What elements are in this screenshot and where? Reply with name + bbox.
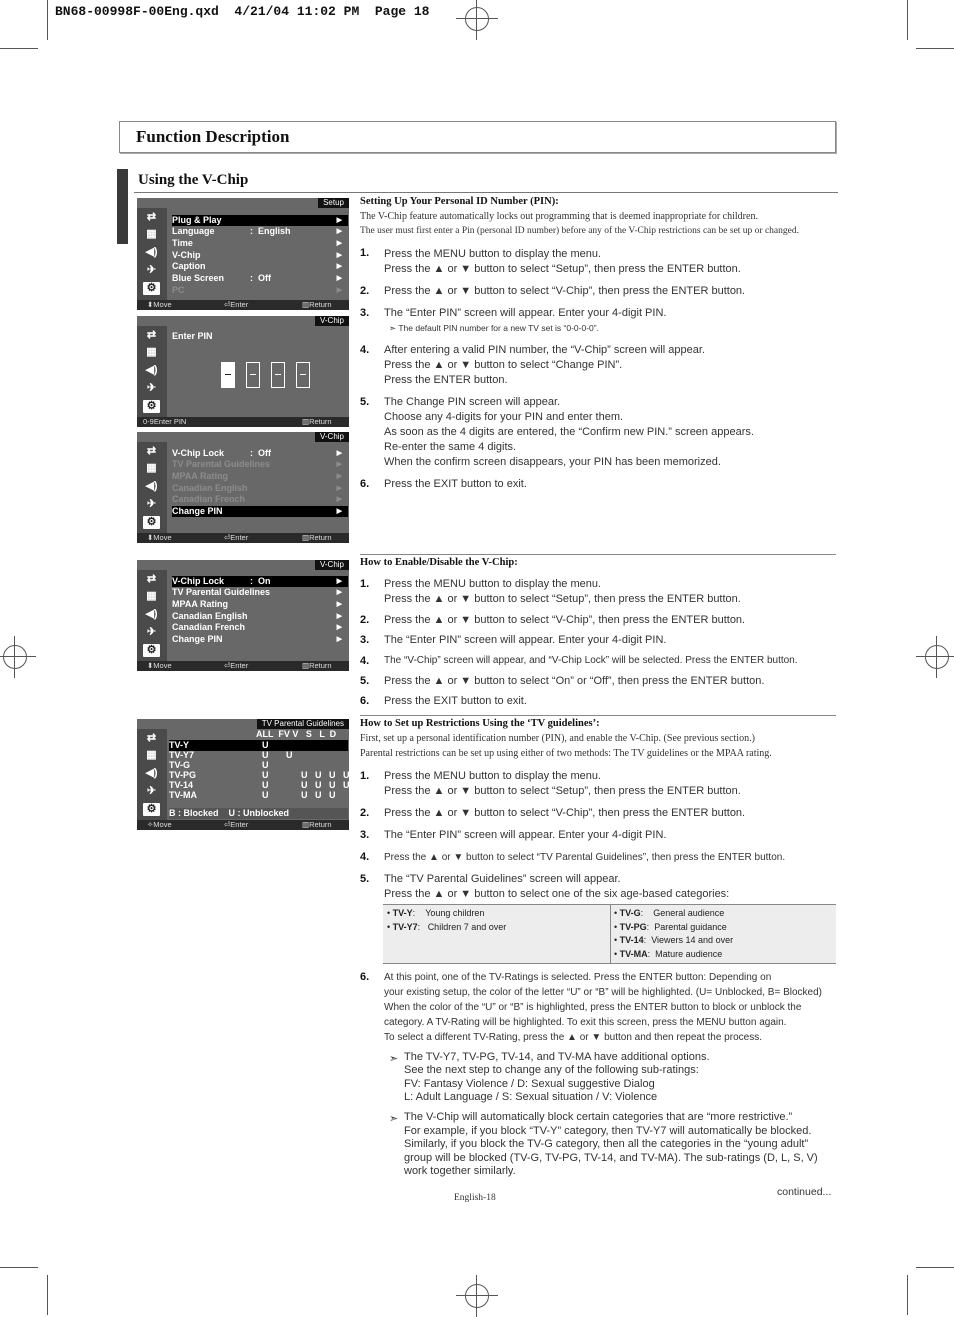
pin-digit-box[interactable] [221, 362, 235, 388]
step-text: Choose any 4-digits for your PIN and enter them. [384, 411, 624, 423]
osd-footer: ⬍ Move ⏎ Enter ▥ Return [137, 661, 349, 671]
input-icon: ⇄ [146, 573, 157, 585]
step-number: 1. [360, 770, 370, 782]
sound-icon: ◀) [145, 480, 158, 492]
step-number: 6. [360, 695, 370, 707]
step-number: 3. [360, 634, 370, 646]
note-text: The V-Chip will automatically block certain categories that are “more restrictive.” [404, 1111, 793, 1123]
crop-mark [0, 1267, 38, 1268]
rating-row[interactable]: TV-G U [169, 760, 269, 770]
note-text: ➣ The default PIN number for a new TV set is “0-0-0-0”. [389, 323, 599, 333]
step-text: The “V-Chip” screen will appear, and “V-Chip Lock” will be selected. Press the ENTER button. [384, 655, 798, 666]
menu-row[interactable]: Plug & Play ▶ [172, 215, 348, 226]
menu-row[interactable]: TV Parental Guidelines ▶ [172, 459, 342, 469]
rating-row[interactable]: TV-MA U U U U [169, 790, 336, 800]
step-text: The “Enter PIN” screen will appear. Enter your 4-digit PIN. [384, 307, 667, 319]
osd-vchip-on-screen [137, 560, 349, 671]
continued-label: continued... [777, 1186, 832, 1198]
note-arrow-icon: ➣ [389, 1113, 399, 1125]
step-text: When the confirm screen disappears, your PIN has been memorized. [384, 456, 721, 468]
crop-mark [47, 1275, 48, 1315]
setup-icon: ⚙ [143, 400, 160, 413]
pin-heading: Setting Up Your Personal ID Number (PIN): [360, 196, 559, 207]
step-text: Press the ▲ or ▼ button to select “Setup”, then press the ENTER button. [384, 593, 741, 605]
step-number: 5. [360, 873, 370, 885]
rating-row[interactable]: TV-Y7 U U [169, 750, 293, 760]
step-text: To select a different TV-Rating, press the ▲ or ▼ button and then repeat the process. [384, 1032, 762, 1043]
osd-tag: V-Chip [315, 316, 349, 326]
step-text: Re-enter the same 4 digits. [384, 441, 517, 453]
enter-pin-label: Enter PIN [172, 331, 213, 341]
picture-icon: ▦ [146, 749, 157, 761]
osd-icon-column [137, 442, 167, 533]
note-arrow-icon: ➣ [389, 1053, 399, 1065]
picture-icon: ▦ [146, 590, 157, 602]
step-number: 5. [360, 396, 370, 408]
step-number: 4. [360, 851, 370, 863]
step-text: Press the ENTER button. [384, 374, 508, 386]
picture-icon: ▦ [146, 462, 157, 474]
menu-row[interactable]: Canadian French ▶ [172, 494, 342, 504]
step-number: 4. [360, 344, 370, 356]
restrict-intro: First, set up a personal identification number (PIN), and enable the V-Chip. (See previous section.) [360, 733, 755, 744]
section-rule [134, 192, 838, 193]
step-text: When the color of the “U” or “B” is highlighted, press the ENTER button to block or unblock the [384, 1002, 802, 1013]
menu-row[interactable]: Change PIN ▶ [172, 634, 342, 644]
restrict-heading: How to Set up Restrictions Using the ‘TV guidelines’: [360, 718, 600, 729]
menu-row[interactable]: MPAA Rating ▶ [172, 471, 342, 481]
menu-row[interactable]: V-Chip Lock : On ▶ [172, 576, 348, 587]
osd-footer: 0-9Enter PIN ▥ Return [137, 417, 349, 427]
step-text: Press the EXIT button to exit. [384, 478, 527, 490]
step-text: Press the ▲ or ▼ button to select one of the six age-based categories: [384, 888, 730, 900]
rating-row[interactable]: TV-14 U U U U U [169, 780, 350, 790]
osd-footer: ⬍ Move ⏎ Enter ▥ Return [137, 533, 349, 543]
step-text: Press the EXIT button to exit. [384, 695, 527, 707]
osd-tag: Setup [318, 198, 349, 208]
menu-row[interactable]: Canadian French ▶ [172, 622, 342, 632]
step-number: 1. [360, 247, 370, 259]
osd-icon-column [137, 729, 167, 820]
osd-icon-column [137, 326, 167, 417]
step-text: your existing setup, the color of the letter “U” or “B” will be highlighted. (U= Unblocked, B= Blocked) [384, 987, 822, 998]
pin-digit-box[interactable] [246, 362, 260, 388]
step-number: 6. [360, 971, 370, 983]
menu-row[interactable]: Canadian English ▶ [172, 611, 342, 621]
input-icon: ⇄ [146, 445, 157, 457]
sound-icon: ◀) [145, 767, 158, 779]
step-number: 1. [360, 578, 370, 590]
registration-mark [465, 7, 489, 31]
note-text: group will be blocked (TV-G, TV-PG, TV-14, and TV-MA). The sub-ratings (D, L, S, V) [404, 1152, 818, 1164]
osd-setup-screen [137, 198, 349, 310]
osd-tag: V-Chip [315, 432, 349, 442]
step-text: Press the ▲ or ▼ button to select “V-Chip”, then press the ENTER button. [384, 285, 746, 297]
osd-tag: TV Parental Guidelines [257, 719, 349, 729]
menu-row[interactable]: Change PIN ▶ [172, 506, 348, 517]
step-text: The “TV Parental Guidelines” screen will appear. [384, 873, 621, 885]
note-text: L: Adult Language / S: Sexual situation / V: Violence [404, 1091, 658, 1103]
registration-mark [465, 1284, 489, 1308]
sound-icon: ◀) [145, 608, 158, 620]
menu-row[interactable]: PC ▶ [172, 285, 342, 295]
channel-icon: ✈ [146, 382, 157, 394]
osd-footer: ⬍ Move ⏎ Enter ▥ Return [137, 300, 349, 310]
pin-intro: The user must first enter a Pin (personal ID number) before any of the V-Chip restrictions can be set up or changed. [360, 226, 799, 236]
menu-row[interactable]: Language : English ▶ [172, 226, 342, 236]
note-arrow-icon: ➣ [389, 323, 397, 333]
channel-icon: ✈ [146, 785, 157, 797]
section-divider [360, 554, 836, 555]
picture-icon: ▦ [146, 346, 157, 358]
step-number: 2. [360, 807, 370, 819]
page-title: Function Description [136, 127, 290, 146]
crop-mark [916, 48, 954, 49]
step-number: 6. [360, 478, 370, 490]
rating-column-header: ALL FV V S L D [256, 729, 337, 739]
note-text: For example, if you block “TV-Y” category, then TV-Y7 will automatically be blocked. [404, 1125, 812, 1137]
step-text: Press the MENU button to display the menu. [384, 248, 602, 260]
step-text: After entering a valid PIN number, the “V-Chip” screen will appear. [384, 344, 705, 356]
registration-mark [3, 645, 27, 669]
menu-row[interactable]: V-Chip Lock : Off ▶ [172, 448, 342, 458]
setup-icon: ⚙ [143, 644, 160, 657]
step-number: 3. [360, 829, 370, 841]
menu-row[interactable]: MPAA Rating ▶ [172, 599, 342, 609]
sound-icon: ◀) [145, 246, 158, 258]
section-marker [117, 169, 131, 244]
menu-row[interactable]: Canadian English ▶ [172, 483, 342, 493]
step-text: Press the ▲ or ▼ button to select “V-Chip”, then press the ENTER button. [384, 614, 746, 626]
category-item: • TV-G: General audience [614, 908, 725, 918]
step-text: The “Enter PIN” screen will appear. Enter your 4-digit PIN. [384, 634, 667, 646]
step-text: category. A TV-Rating will be highlighted. To exit this screen, press the MENU button again. [384, 1017, 787, 1028]
osd-icon-column [137, 208, 167, 300]
picture-icon: ▦ [146, 228, 157, 240]
osd-tv-parental-screen [137, 719, 349, 830]
note-text: work together similarly. [404, 1165, 516, 1177]
input-icon: ⇄ [146, 211, 157, 223]
step-number: 2. [360, 614, 370, 626]
section-title: Using the V-Chip [138, 172, 249, 188]
input-icon: ⇄ [146, 732, 157, 744]
note-text: See the next step to change any of the following sub-ratings: [404, 1064, 699, 1076]
category-item: • TV-Y7: Children 7 and over [387, 922, 507, 932]
page-number: English-18 [454, 1193, 496, 1203]
osd-icon-column [137, 570, 167, 661]
channel-icon: ✈ [146, 498, 157, 510]
step-text: Press the ▲ or ▼ button to select “Setup”, then press the ENTER button. [384, 263, 741, 275]
osd-tag: V-Chip [315, 560, 349, 570]
menu-row[interactable]: Caption ▶ [172, 261, 342, 271]
rating-row[interactable]: TV-Y U [169, 740, 348, 751]
registration-mark [925, 645, 949, 669]
osd-enter-pin-screen [137, 316, 349, 427]
osd-footer: ✧ Move ⏎ Enter ▥ Return [137, 820, 349, 830]
category-item: • TV-PG: Parental guidance [614, 922, 727, 932]
step-text: As soon as the 4 digits are entered, the “Confirm new PIN.” screen appears. [384, 426, 754, 438]
step-text: Press the MENU button to display the menu. [384, 578, 602, 590]
step-text: Press the ▲ or ▼ button to select “TV Parental Guidelines”, then press the ENTER button. [384, 852, 786, 863]
section-divider [360, 715, 836, 716]
step-number: 4. [360, 655, 370, 667]
setup-icon: ⚙ [143, 282, 160, 295]
sound-icon: ◀) [145, 364, 158, 376]
channel-icon: ✈ [146, 264, 157, 276]
setup-icon: ⚙ [143, 803, 160, 816]
category-item: • TV-MA: Mature audience [614, 949, 723, 959]
step-number: 3. [360, 307, 370, 319]
restrict-intro: Parental restrictions can be set up using either of two methods: The TV guidelines or the MPAA rating. [360, 748, 772, 759]
rating-categories-table [383, 904, 836, 964]
crop-mark [916, 1267, 954, 1268]
enable-heading: How to Enable/Disable the V-Chip: [360, 557, 518, 568]
step-text: Press the MENU button to display the menu. [384, 770, 602, 782]
print-header: BN68-00998F-00Eng.qxd 4/21/04 11:02 PM Page 18 [55, 4, 430, 19]
step-text: Press the ▲ or ▼ button to select “Change PIN”. [384, 359, 623, 371]
note-text: FV: Fantasy Violence / D: Sexual suggestive Dialog [404, 1078, 655, 1090]
channel-icon: ✈ [146, 626, 157, 638]
step-text: At this point, one of the TV-Ratings is selected. Press the ENTER button: Depending on [384, 972, 772, 983]
category-item: • TV-14: Viewers 14 and over [614, 935, 734, 945]
note-text: Similarly, if you block the TV-G category, then all the categories in the “young adult” [404, 1138, 809, 1150]
rating-legend: B : Blocked U : Unblocked [169, 808, 348, 819]
crop-mark [907, 1275, 908, 1315]
step-text: The “Enter PIN” screen will appear. Enter your 4-digit PIN. [384, 829, 667, 841]
pin-digit-box[interactable] [296, 362, 310, 388]
step-text: Press the ▲ or ▼ button to select “Setup”, then press the ENTER button. [384, 785, 741, 797]
page-title-box [119, 121, 836, 153]
step-text: Press the ▲ or ▼ button to select “On” or “Off”, then press the ENTER button. [384, 675, 765, 687]
pin-digit-box[interactable] [271, 362, 285, 388]
menu-row[interactable]: Time ▶ [172, 238, 342, 248]
input-icon: ⇄ [146, 329, 157, 341]
crop-mark [0, 48, 38, 49]
category-item: • TV-Y: Young children [387, 908, 485, 918]
osd-vchip-screen [137, 432, 349, 543]
menu-row[interactable]: TV Parental Guidelines ▶ [172, 587, 342, 597]
menu-row[interactable]: V-Chip ▶ [172, 250, 342, 260]
pin-intro: The V-Chip feature automatically locks out programming that is deemed inappropriate for children. [360, 211, 758, 222]
menu-row[interactable]: Blue Screen : Off ▶ [172, 273, 342, 283]
step-number: 5. [360, 675, 370, 687]
crop-mark [47, 0, 48, 40]
note-text: The TV-Y7, TV-PG, TV-14, and TV-MA have additional options. [404, 1051, 710, 1063]
step-number: 2. [360, 285, 370, 297]
step-text: The Change PIN screen will appear. [384, 396, 561, 408]
rating-row[interactable]: TV-PG U U U U U [169, 770, 350, 780]
setup-icon: ⚙ [143, 516, 160, 529]
step-text: Press the ▲ or ▼ button to select “V-Chip”, then press the ENTER button. [384, 807, 746, 819]
crop-mark [907, 0, 908, 40]
